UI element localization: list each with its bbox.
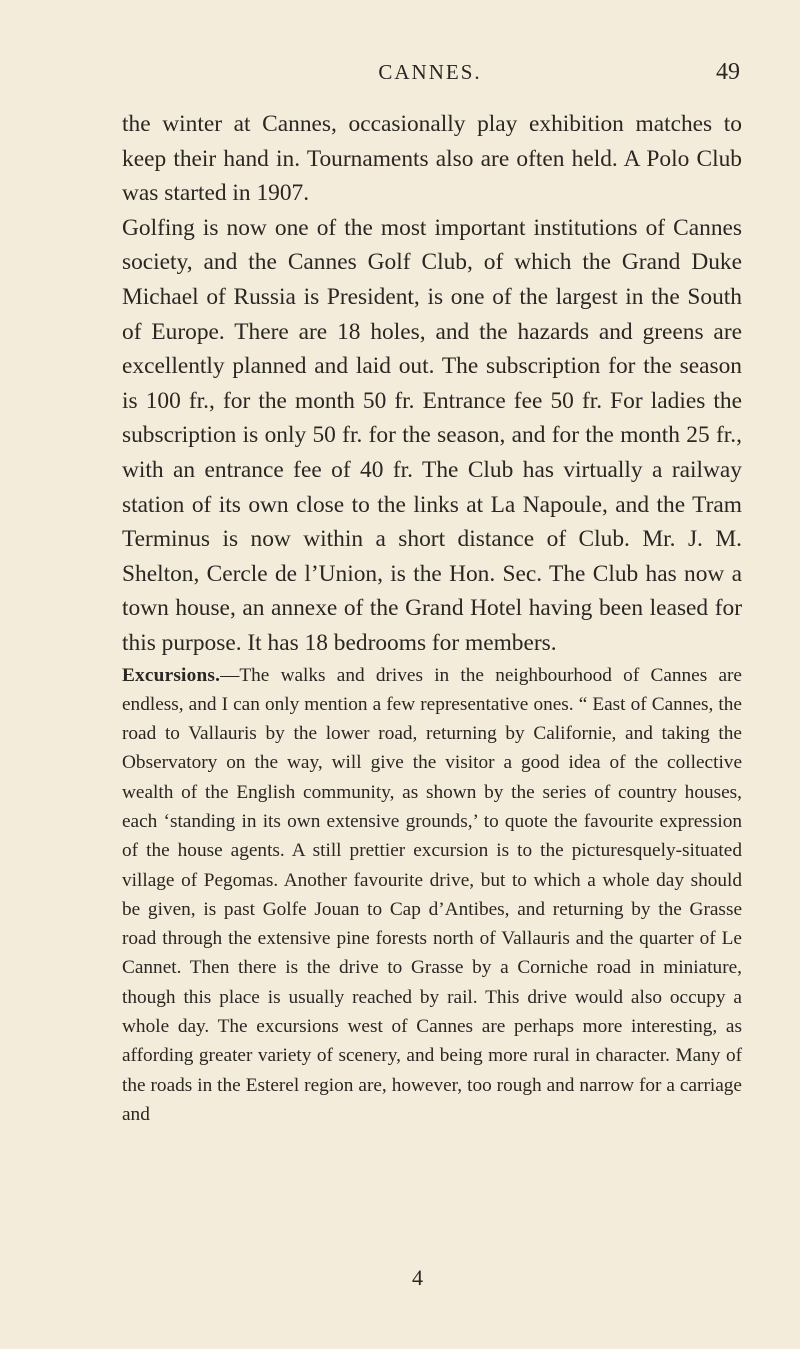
excursions-heading: Excursions. bbox=[122, 664, 221, 686]
paragraph-excursions bbox=[122, 661, 742, 1130]
paragraph-golf: Golfing is now one of the most important institutions of Cannes society, and the Cannes Golf Club, of which the Grand Duke Michael of Russia is President, is one of the largest in the South of Europe. There are 18 holes, and the hazards and greens are excellently planned and laid out. The subscription for the season is 100 fr., for the month 50 fr. Entrance fee 50 fr. For ladies the subscription is only 50 fr. for the season, and for the month 25 fr., with an entrance fee of 40 fr. The Club has virtually a railway station of its own close to the links at La Napoule, and the Tram Terminus is now within a short distance of Club. Mr. J. M. Shelton, Cercle de l’Union, is the Hon. Sec. The Club has now a town house, an annexe of the Grand Hotel having been leased for this purpose. It has 18 bedrooms for members. bbox=[122, 214, 742, 656]
page-number: 49 bbox=[716, 59, 740, 85]
body-text bbox=[122, 107, 742, 1129]
signature-mark: 4 bbox=[412, 1265, 423, 1290]
page-header-title: CANNES. bbox=[378, 60, 482, 84]
excursions-text: —The walks and drives in the neighbourhood of Cannes are endless, and I can only mention a few representative ones. “ East of Cannes, the road to Vallauris by the lower road, returning by Californie, and taking the Observatory on the way, will give the visitor a good idea of the collective wealth of the English community, as shown by the series of country houses, each ‘standing in its own extensive grounds,’ to quote the favourite expression of the house agents. A still prettier excursion is to the picturesquely-situated village of Pegomas. Another favourite drive, but to which a whole day should be given, is past Golfe Jouan to Cap d’Antibes, and returning by the Grasse road through the extensive pine forests north of Vallauris and the quarter of Le Cannet. Then there is the drive to Grasse by a Corniche road in miniature, though this place is usually reached by rail. This drive would also occupy a whole day. The excursions west of Cannes are perhaps more interesting, as affording greater variety of scenery, and being more rural in character. Many of the roads in the Esterel region are, however, too rough and narrow for a carriage and bbox=[122, 664, 742, 1125]
paragraph-polo: the winter at Cannes, occasionally play exhibition matches to keep their hand in. Tournaments also are often held. A Polo Club was started in 1907. bbox=[122, 111, 742, 207]
running-head bbox=[120, 60, 740, 90]
